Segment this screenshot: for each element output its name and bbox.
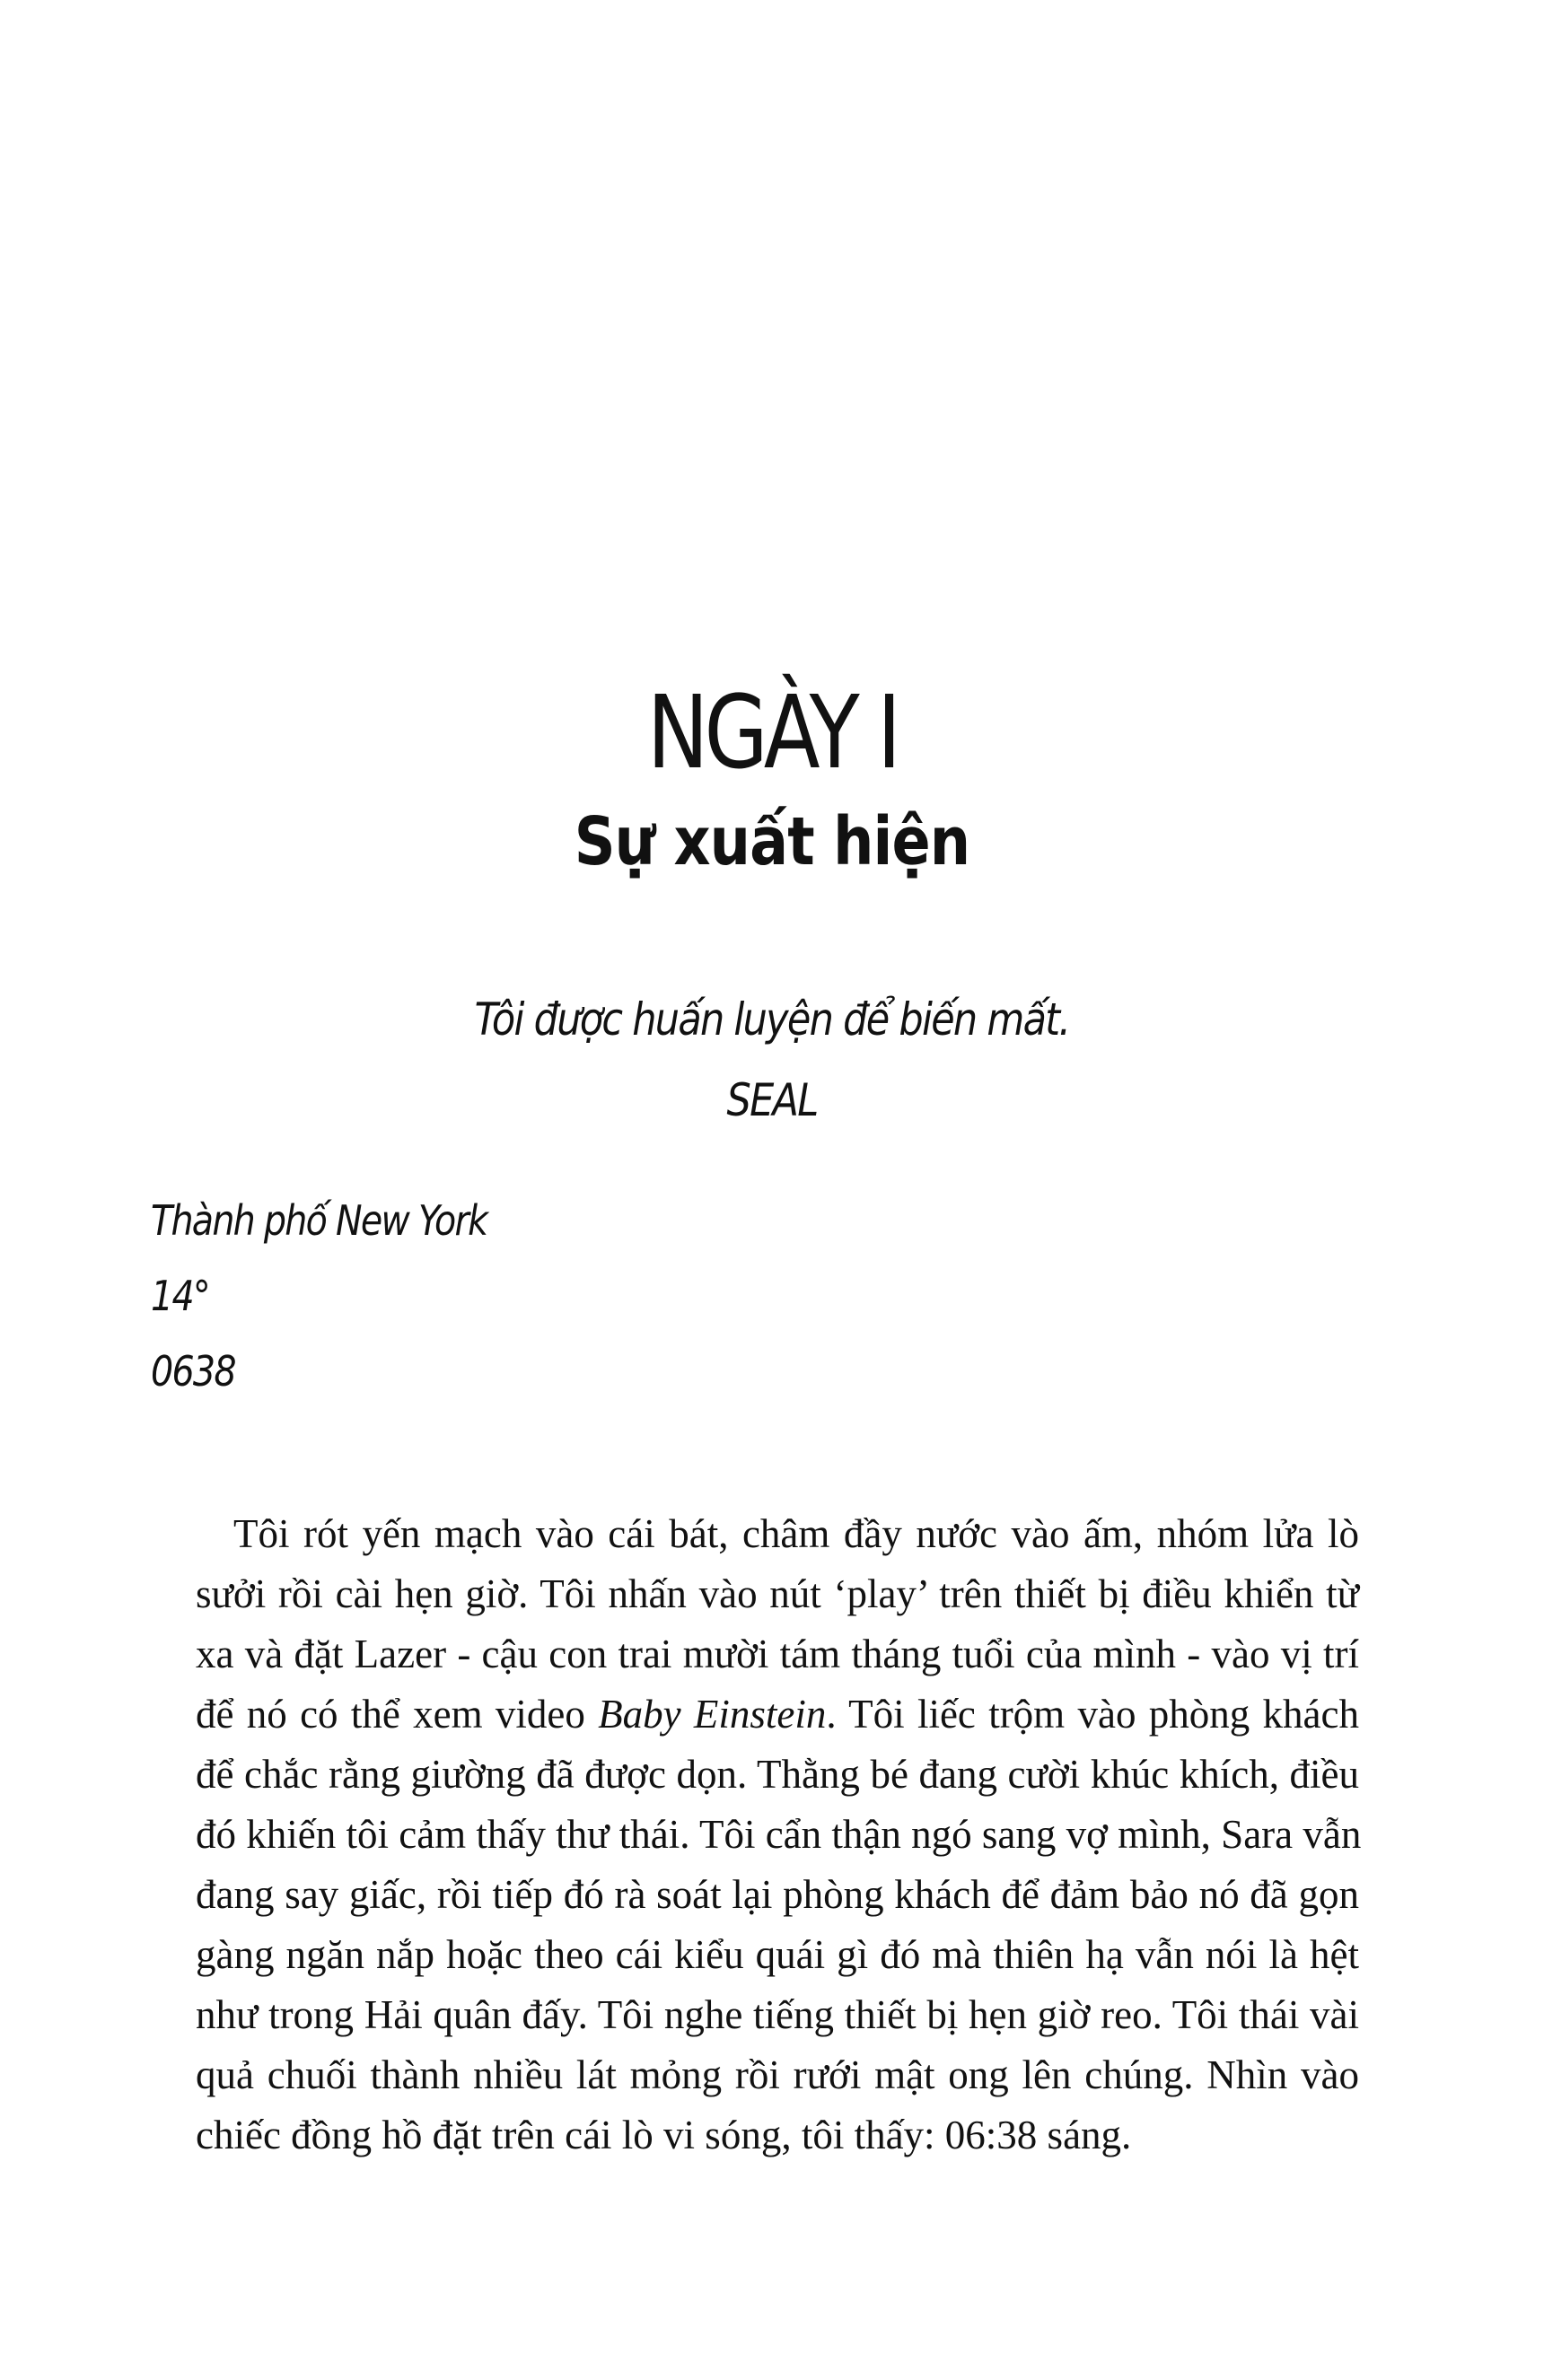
body-paragraph — [196, 1504, 1362, 2166]
chapter-number: NGÀY I — [646, 675, 898, 792]
location-time: 0638 — [151, 1347, 235, 1396]
body-line: quả chuối thành nhiều lát mỏng rồi rưới mật ong lên chúng. Nhìn vào — [196, 2052, 1359, 2097]
location-temperature: 14° — [151, 1272, 209, 1320]
body-line: để chắc rằng giường đã được dọn. Thằng bé đang cười khúc khích, điều — [196, 1752, 1359, 1797]
body-line: gàng ngăn nắp hoặc theo cái kiểu quái gì đó mà thiên hạ vẫn nói là hệt — [196, 1932, 1359, 1977]
body-line-segment: để nó có thể xem video — [196, 1692, 599, 1737]
body-line: như trong Hải quân đấy. Tôi nghe tiếng thiết bị hẹn giờ reo. Tôi thái vài — [196, 1992, 1359, 2037]
epigraph-attribution: SEAL — [726, 1074, 818, 1126]
body-line-segment: . Tôi liếc trộm vào phòng khách — [826, 1692, 1359, 1737]
chapter-title: Sự xuất hiện — [574, 803, 970, 880]
body-line: xa và đặt Lazer - cậu con trai mười tám tháng tuổi của mình - vào vị trí — [196, 1632, 1359, 1676]
body-line: Tôi rót yến mạch vào cái bát, châm đầy nước vào ấm, nhóm lửa lò — [233, 1511, 1359, 1556]
video-title: Baby Einstein — [598, 1692, 827, 1737]
location-header — [151, 1183, 487, 1409]
body-line — [196, 1684, 1359, 1745]
body-line: đó khiến tôi cảm thấy thư thái. Tôi cẩn thận ngó sang vợ mình, Sara vẫn — [196, 1812, 1362, 1857]
body-line: chiếc đồng hồ đặt trên cái lò vi sóng, tôi thấy: 06:38 sáng. — [196, 2113, 1132, 2157]
epigraph — [108, 975, 1435, 1145]
epigraph-quote: Tôi được huấn luyện để biến mất. — [474, 993, 1070, 1046]
body-line: đang say giấc, rồi tiếp đó rà soát lại phòng khách để đảm bảo nó đã gọn — [196, 1872, 1359, 1917]
body-line: sưởi rồi cài hẹn giờ. Tôi nhấn vào nút ‘play’ trên thiết bị điều khiển từ — [196, 1571, 1359, 1616]
location-city: Thành phố New York — [151, 1196, 487, 1245]
